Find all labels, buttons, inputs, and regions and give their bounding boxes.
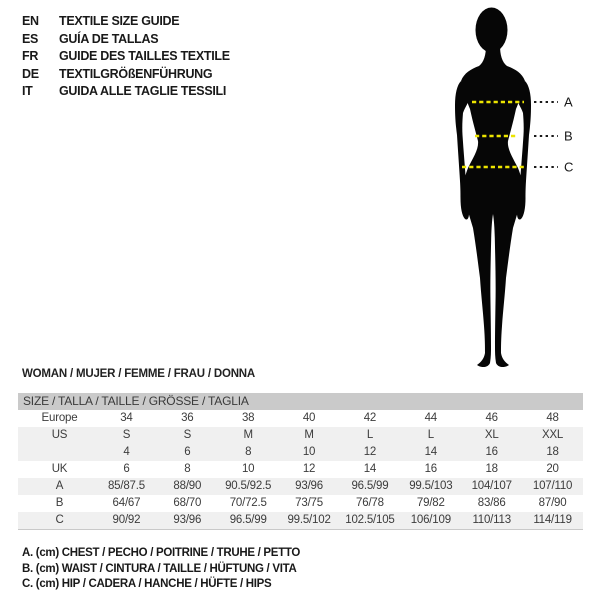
size-cell: 90/92 <box>112 514 141 526</box>
row-label: A <box>55 480 64 492</box>
table-row <box>18 495 583 512</box>
measurement-label-b: B <box>564 128 573 144</box>
language-label: TEXTILGRÖßENFÜHRUNG <box>59 66 213 81</box>
size-cell: 90.5/92.5 <box>225 480 272 492</box>
size-cell: L <box>366 429 374 441</box>
size-cell: 93/96 <box>295 480 323 492</box>
row-label: Europe <box>41 412 78 424</box>
language-row <box>22 31 230 49</box>
size-cell: S <box>122 429 131 441</box>
size-cell: 83/86 <box>477 497 506 509</box>
size-cell: 16 <box>485 446 498 458</box>
row-label: C <box>55 514 64 526</box>
row-label: B <box>55 497 64 509</box>
size-cell: 44 <box>424 412 438 424</box>
size-table <box>18 393 583 530</box>
row-label: UK <box>51 463 68 475</box>
size-cell: 14 <box>424 446 438 458</box>
language-title-block <box>22 13 230 101</box>
size-cell: 20 <box>546 463 559 475</box>
language-label: GUÍA DE TALLAS <box>59 31 159 46</box>
size-cell: 110/113 <box>472 514 511 526</box>
language-row <box>22 66 230 84</box>
legend-line: C. (cm) HIP / CADERA / HANCHE / HÜFTE / HIPS <box>22 578 272 590</box>
language-label: TEXTILE SIZE GUIDE <box>59 14 180 28</box>
size-cell: L <box>427 429 434 441</box>
language-label: GUIDA ALLE TAGLIE TESSILI <box>59 84 227 98</box>
size-cell: 88/90 <box>173 480 202 492</box>
size-cell: M <box>304 429 314 441</box>
measurement-legend <box>22 546 300 593</box>
size-cell: 104/107 <box>471 480 512 492</box>
language-code: IT <box>22 84 33 98</box>
size-cell: 99.5/103 <box>409 480 453 492</box>
size-cell: S <box>183 429 192 441</box>
size-cell: 68/70 <box>173 497 202 509</box>
size-cell: 85/87.5 <box>107 480 145 492</box>
woman-silhouette-figure <box>415 5 595 367</box>
size-cell: 99.5/102 <box>287 514 331 526</box>
size-cell: 79/82 <box>416 497 445 509</box>
size-cell: 12 <box>363 446 377 458</box>
measurement-label-a: A <box>564 94 573 110</box>
size-cell: 96.5/99 <box>351 480 389 492</box>
language-code: EN <box>22 14 39 28</box>
size-cell: 76/78 <box>356 497 384 509</box>
size-cell: 87/90 <box>538 497 567 509</box>
size-cell: 4 <box>123 446 130 458</box>
table-row <box>18 444 583 461</box>
size-cell: M <box>243 429 253 441</box>
size-cell: 8 <box>184 463 191 475</box>
table-row <box>18 427 583 444</box>
size-cell: XXL <box>541 429 564 441</box>
size-cell: 96.5/99 <box>229 514 267 526</box>
size-cell: 36 <box>181 412 194 424</box>
size-cell: 42 <box>363 412 377 424</box>
size-cell: 34 <box>120 412 133 424</box>
size-cell: 18 <box>485 463 498 475</box>
woman-silhouette <box>455 8 531 368</box>
size-cell: 8 <box>245 446 252 458</box>
language-code: DE <box>22 66 39 81</box>
size-cell: 93/96 <box>173 514 202 526</box>
legend-line: B. (cm) WAIST / CINTURA / TAILLE / HÜFTUNG / VITA <box>22 562 297 575</box>
row-label: US <box>51 429 68 441</box>
size-cell: XL <box>484 429 499 441</box>
legend-line: A. (cm) CHEST / PECHO / POITRINE / TRUHE / PETTO <box>22 547 301 559</box>
size-cell: 16 <box>424 463 438 475</box>
size-table-header: SIZE / TALLA / TAILLE / GRÖSSE / TAGLIA <box>18 393 583 410</box>
size-cell: 6 <box>123 463 130 475</box>
table-row <box>18 512 583 529</box>
size-cell: 12 <box>302 463 316 475</box>
size-cell: 38 <box>241 412 255 424</box>
language-code: FR <box>22 49 39 63</box>
language-label: GUIDE DES TAILLES TEXTILE <box>59 49 230 63</box>
size-cell: 46 <box>485 412 498 424</box>
size-cell: 40 <box>302 412 316 424</box>
size-cell: 18 <box>546 446 559 458</box>
size-cell: 107/110 <box>532 480 573 492</box>
size-cell: 6 <box>184 446 191 458</box>
row-label <box>18 444 96 461</box>
size-cell: 10 <box>302 446 316 458</box>
size-cell: 73/75 <box>295 497 323 509</box>
language-row <box>22 83 230 101</box>
size-cell: 70/72.5 <box>229 497 267 509</box>
size-table-body <box>18 410 583 529</box>
size-cell: 114/119 <box>533 514 572 526</box>
size-cell: 10 <box>241 463 255 475</box>
size-cell: 64/67 <box>112 497 141 509</box>
size-cell: 106/109 <box>410 514 451 526</box>
table-row <box>18 461 583 478</box>
measurement-label-c: C <box>564 159 574 175</box>
language-row <box>22 48 230 66</box>
language-row <box>22 13 230 31</box>
size-cell: 48 <box>546 412 559 424</box>
table-row <box>18 478 583 495</box>
woman-silhouette-svg <box>415 5 595 367</box>
section-title: WOMAN / MUJER / FEMME / FRAU / DONNA <box>22 368 256 380</box>
language-code: ES <box>22 31 39 46</box>
table-row <box>18 410 583 427</box>
size-cell: 102.5/105 <box>345 514 395 526</box>
size-cell: 14 <box>363 463 377 475</box>
